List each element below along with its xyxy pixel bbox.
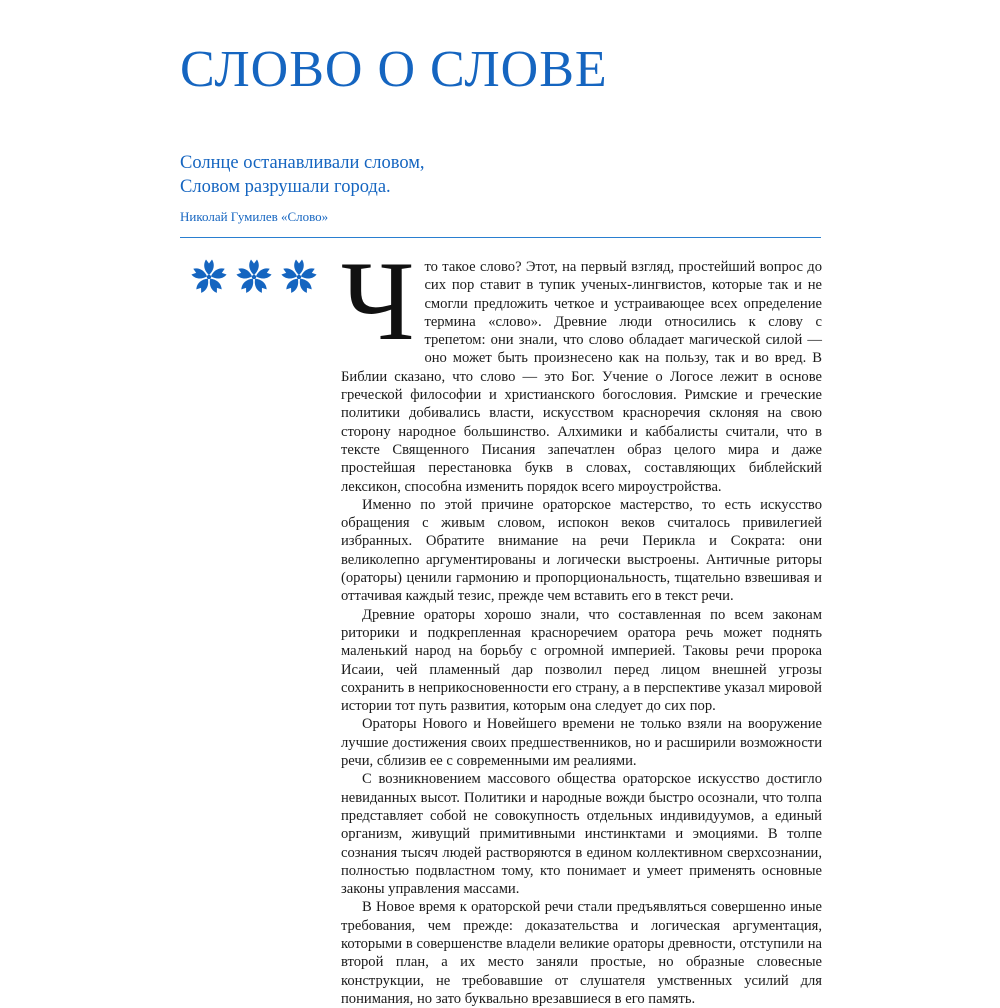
section-divider bbox=[180, 237, 821, 238]
article-paragraph: Ораторы Нового и Новейшего времени не только взяли на вооружение лучшие достижения своих предшественников, но и расширили возможности речи, сблизив ее с современными им реалиями. bbox=[341, 716, 822, 770]
flower-icon bbox=[280, 258, 318, 296]
paragraph-text: то такое слово? Этот, на первый взгляд, простейший вопрос до сих пор ставит в тупик ученых-лингвистов, которые так и не смогли предложить четкое и устраивающее всех определение термина «слово». Древние люди относились к слову с трепетом: они знали, что слово обладает магической силой — оно может быть произнесено как на пользу, так и во вред. В Библии сказано, что слово — это Бог. Учение о Логосе лежит в основе греческой философии и христианского богословия. Римские и греческие политики добивались власти, искусством красноречия склоняя на свою сторону народное большинство. Алхимики и каббалисты считали, что в тексте Священного Писания запечатлен образ целого мира и даже простейшая перестановка букв в словах, составляющих библейский лексикон, способна изменить порядок всего мироустройства. bbox=[341, 259, 822, 495]
flower-ornament bbox=[190, 258, 318, 296]
article-paragraph: В Новое время к ораторской речи стали предъявляться совершенно иные требования, чем прежде: доказательства и логическая аргументация, которыми в совершенстве владели великие ораторы древности, отступили на второй план, а их место заняли простые, но образные словесные конструкции, не требовавшие от слушателя умственных усилий для понимания, но зато буквально врезавшиеся в его память. bbox=[341, 899, 822, 1007]
article-paragraph: Именно по этой причине ораторское мастерство, то есть искусство обращения с живым словом, испокон веков считалось привилегией избранных. Обратите внимание на речи Перикла и Сократа: они великолепно аргументированы и логически выстроены. Античные риторы (ораторы) ценили гармонию и пропорциональность, тщательно взвешивая и оттачивая каждый тезис, прежде чем вставить его в текст речи. bbox=[341, 496, 822, 605]
article-paragraph bbox=[341, 239, 822, 496]
article-paragraph: С возникновением массового общества ораторское искусство достигло невиданных высот. Политики и народные вожди быстро осознали, что толпа представляет собой не совокупность отдельных индивидуумов, а единый организм, живущий примитивными инстинктами и эмоциями. В толпе сознания тысяч людей растворяются в едином коллективном сверхсознании, полностью подвластном тому, кто понимает и умеет применять основные законы управления массами. bbox=[341, 771, 822, 898]
flower-icon bbox=[235, 258, 273, 296]
epigraph-line-2: Словом разрушали города. bbox=[180, 177, 391, 197]
epigraph bbox=[180, 151, 820, 226]
page-title: СЛОВО О СЛОВЕ bbox=[180, 41, 608, 98]
epigraph-author: Николай Гумилев «Слово» bbox=[180, 209, 329, 224]
article-paragraph: Древние ораторы хорошо знали, что составленная по всем законам риторики и подкрепленная красноречием оратора речь может поднять маленький народ на борьбу с огромной империей. Таковы речи пророка Исаии, чей пламенный дар позволил перед лицом внешней угрозы сохранить в неприкосновенности его страну, а в перспективе указал мировой истории тот путь развития, которым она следует до сих пор. bbox=[341, 606, 822, 715]
epigraph-line-1: Солнце останавливали словом, bbox=[180, 153, 425, 173]
drop-cap: Ч bbox=[341, 239, 415, 364]
flower-icon bbox=[190, 258, 228, 296]
article-body bbox=[341, 239, 822, 1008]
